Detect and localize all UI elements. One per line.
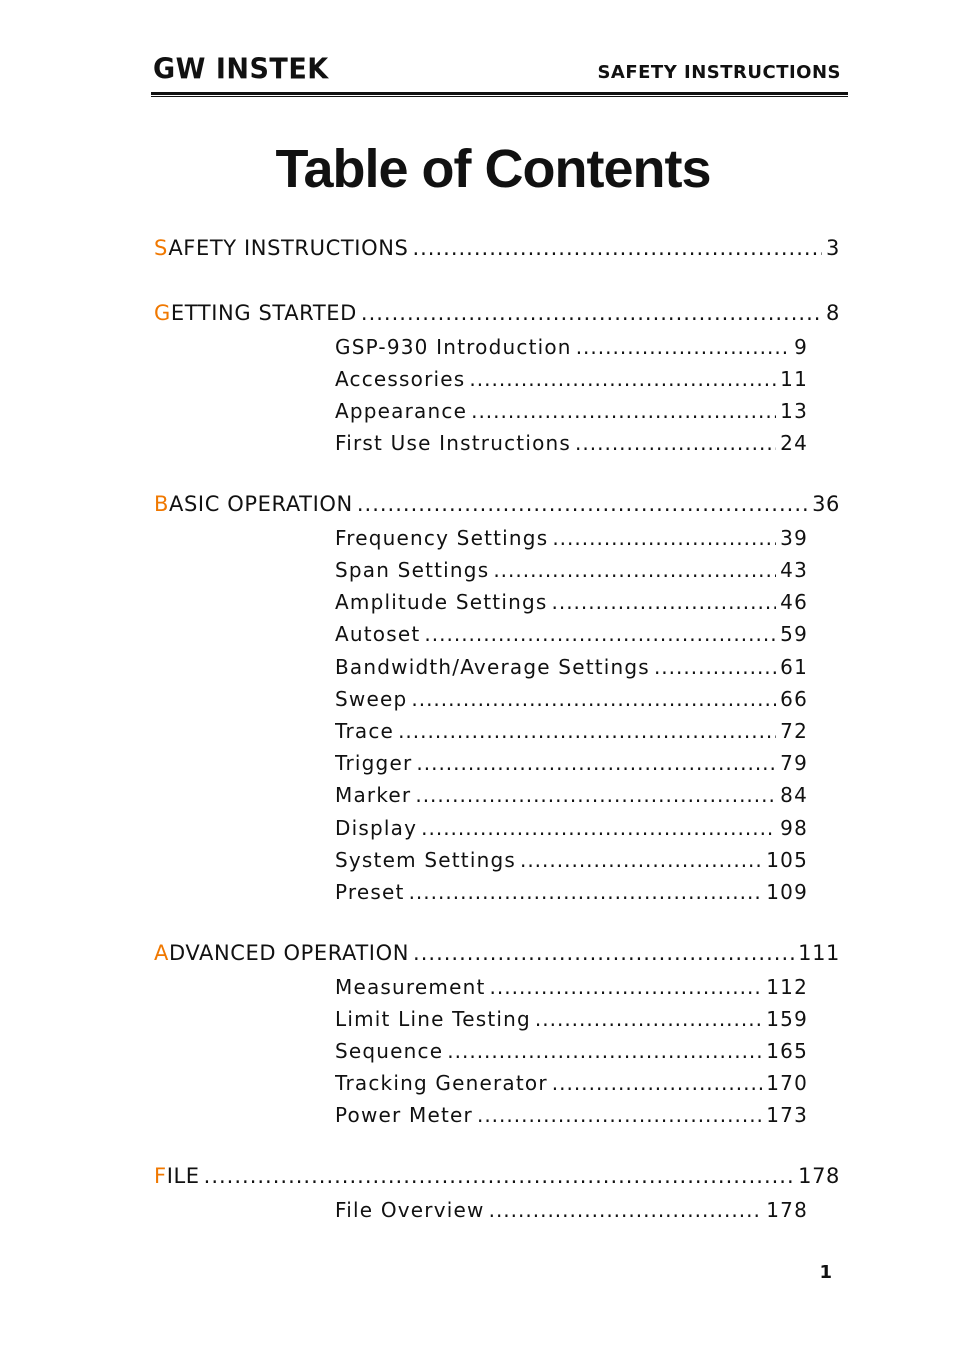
toc-item-label: Bandwidth/Average Settings (335, 655, 650, 679)
toc-section-advanced-operation[interactable] (154, 941, 840, 965)
leader-dots (424, 622, 776, 646)
toc-item-label: GSP-930 Introduction (335, 335, 572, 359)
toc-item-page: 112 (766, 975, 808, 999)
page-number: 1 (819, 1262, 832, 1283)
leader-dots (416, 751, 776, 775)
toc-item-label: Span Settings (335, 558, 490, 582)
toc-item-label: Trigger (335, 751, 413, 775)
section-initial: F (154, 1164, 167, 1188)
leader-dots (398, 719, 776, 743)
toc-item-label: Preset (335, 880, 405, 904)
toc-item-page: 159 (766, 1007, 808, 1031)
toc-item[interactable] (335, 783, 808, 807)
toc-item[interactable] (335, 719, 808, 743)
leader-dots (361, 301, 822, 325)
leader-dots (520, 848, 762, 872)
toc-item-label: Appearance (335, 399, 468, 423)
toc-item[interactable] (335, 880, 808, 904)
leader-dots (412, 236, 822, 260)
gw-instek-logo (153, 53, 329, 86)
leader-dots (409, 880, 763, 904)
leader-dots (493, 558, 776, 582)
leader-dots (357, 492, 808, 516)
toc-item-label: File Overview (335, 1198, 485, 1222)
toc-item[interactable] (335, 687, 808, 711)
logo-text: GW INSTEK (153, 53, 329, 86)
toc-item-label: Autoset (335, 622, 421, 646)
toc-item[interactable] (335, 526, 808, 550)
toc-item-label: Accessories (335, 367, 466, 391)
toc-item-page: 72 (780, 719, 808, 743)
toc-item-page: 66 (780, 687, 808, 711)
toc-item[interactable] (335, 431, 808, 455)
toc-item-label: System Settings (335, 848, 516, 872)
toc-item-page: 98 (780, 816, 808, 840)
toc-item-page: 170 (766, 1071, 808, 1095)
leader-dots (552, 1071, 762, 1095)
toc-item-page: 61 (780, 655, 808, 679)
section-title: ASIC OPERATION (169, 492, 353, 516)
toc-item[interactable] (335, 1071, 808, 1095)
toc-section-basic-operation[interactable] (154, 492, 840, 516)
toc-item[interactable] (335, 622, 808, 646)
leader-dots (552, 526, 776, 550)
toc-item-page: 24 (780, 431, 808, 455)
section-initial: G (154, 301, 171, 325)
section-title: ETTING STARTED (170, 301, 357, 325)
toc-item[interactable] (335, 655, 808, 679)
header-rule-thin (151, 96, 848, 97)
toc-item-page: 84 (780, 783, 808, 807)
toc-item[interactable] (335, 558, 808, 582)
leader-dots (415, 783, 776, 807)
toc-item-label: Sequence (335, 1039, 444, 1063)
leader-dots (477, 1103, 762, 1127)
leader-dots (551, 590, 776, 614)
toc-item[interactable] (335, 975, 808, 999)
leader-dots (413, 941, 794, 965)
toc-item-label: Measurement (335, 975, 486, 999)
section-title: AFETY INSTRUCTIONS (168, 236, 409, 260)
toc-item-page: 178 (766, 1198, 808, 1222)
toc-item[interactable] (335, 1198, 808, 1222)
toc-item[interactable] (335, 1007, 808, 1031)
toc-section-getting-started[interactable] (154, 301, 840, 325)
toc-item-label: Tracking Generator (335, 1071, 548, 1095)
toc-item[interactable] (335, 367, 808, 391)
toc-item-page: 39 (780, 526, 808, 550)
toc-item-page: 11 (780, 367, 808, 391)
page-title: Table of Contents (275, 139, 711, 199)
toc-item-label: Trace (335, 719, 395, 743)
toc-item-page: 46 (780, 590, 808, 614)
toc-item[interactable] (335, 399, 808, 423)
leader-dots (490, 975, 763, 999)
leader-dots (471, 399, 776, 423)
toc-item-page: 59 (780, 622, 808, 646)
header-rule-thick (151, 92, 848, 95)
toc-item[interactable] (335, 1039, 808, 1063)
toc-item-label: Frequency Settings (335, 526, 549, 550)
leader-dots (447, 1039, 762, 1063)
toc-item-page: 165 (766, 1039, 808, 1063)
section-page: 178 (798, 1164, 840, 1188)
leader-dots (469, 367, 776, 391)
leader-dots (411, 687, 776, 711)
section-title: DVANCED OPERATION (168, 941, 410, 965)
leader-dots (575, 431, 776, 455)
header-section-title: SAFETY INSTRUCTIONS (597, 62, 841, 83)
toc-item-page: 13 (780, 399, 808, 423)
toc-item-page: 109 (766, 880, 808, 904)
leader-dots (421, 816, 776, 840)
toc-item[interactable] (335, 848, 808, 872)
section-initial: B (154, 492, 170, 516)
section-title: ILE (166, 1164, 200, 1188)
toc-item-label: First Use Instructions (335, 431, 572, 455)
toc-item-page: 105 (766, 848, 808, 872)
toc-item-label: Amplitude Settings (335, 590, 548, 614)
section-page: 111 (798, 941, 840, 965)
section-initial: A (154, 941, 169, 965)
leader-dots (576, 335, 790, 359)
toc-item-label: Limit Line Testing (335, 1007, 531, 1031)
toc-item-page: 43 (780, 558, 808, 582)
toc-item[interactable] (335, 816, 808, 840)
section-page: 8 (826, 301, 840, 325)
toc-item[interactable] (335, 751, 808, 775)
toc-section-safety[interactable] (154, 236, 840, 260)
toc-item[interactable] (335, 590, 808, 614)
toc-section-file[interactable] (154, 1164, 840, 1188)
toc-item-label: Marker (335, 783, 412, 807)
toc-item-page: 173 (766, 1103, 808, 1127)
leader-dots (204, 1164, 794, 1188)
toc-item-page: 79 (780, 751, 808, 775)
section-page: 3 (826, 236, 840, 260)
leader-dots (489, 1198, 763, 1222)
toc-item[interactable] (335, 1103, 808, 1127)
toc-item-label: Sweep (335, 687, 408, 711)
toc-item-page: 9 (794, 335, 808, 359)
section-initial: S (154, 236, 169, 260)
toc-item-label: Power Meter (335, 1103, 473, 1127)
leader-dots (535, 1007, 762, 1031)
toc-item[interactable] (335, 335, 808, 359)
leader-dots (654, 655, 776, 679)
toc-item-label: Display (335, 816, 418, 840)
section-page: 36 (812, 492, 840, 516)
